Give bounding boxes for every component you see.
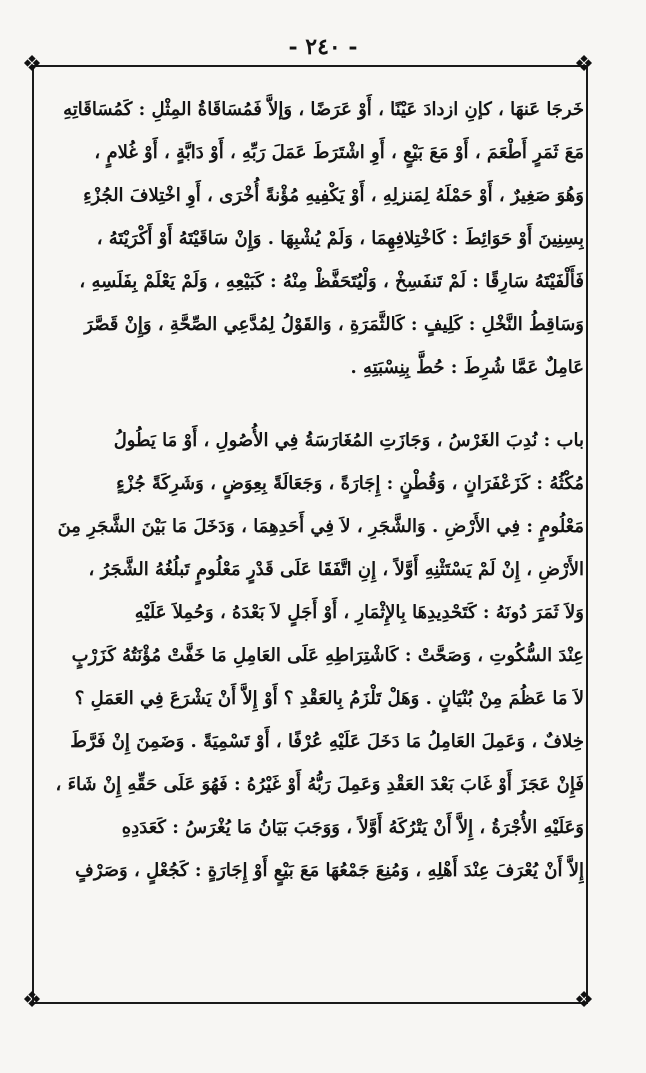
corner-ornament-icon: ❖ bbox=[22, 988, 42, 1013]
text-line: مُكْثُهُ : كَزَعْفَرَانٍ ، وَقُطْنٍ : إِجَارَةً ، وَجَعَالَةً بِعِوَضٍ ، وَشَرِكَةً جُزْءٍ bbox=[116, 473, 584, 494]
text-line: بِسِنِينَ أَوْ حَوَائِطَ : كَاخْتِلافِهِمَا ، وَلَمْ يُشْبِهَا . وَإِنْ سَاقَيْتَهُ أَوْ أَكْرَيْتَهُ ، bbox=[96, 228, 584, 249]
text-line: مَعْلُومٍ : فِي الأَرْضِ . وَالشَّجَرِ ، لاَ فِي أَحَدِهِمَا ، وَدَخَلَ مَا بَيْنَ الشَّجَرِ مِنَ bbox=[57, 516, 584, 537]
text-line: عَامِلٌ عَمَّا شُرِطَ : حُطَّ بِنِسْبَتِهِ . bbox=[350, 357, 584, 378]
text-line: باب : نُدِبَ الغَرْسُ ، وَجَازَتِ المُغَارَسَةُ فِي الأُصُولِ ، أَوْ مَا يَطُولُ bbox=[113, 430, 584, 451]
text-line: وَلاَ ثَمَرَ دُونَهُ : كَتَحْدِيدِهَا بِالإِثْمَارِ ، أَوْ أَجَلٍ لاَ بَعْدَهُ ، وَحُمِلاَ عَلَيْهِ bbox=[134, 602, 584, 623]
text-line: فَإِنْ عَجَزَ أَوْ غَابَ بَعْدَ العَقْدِ وَعَمِلَ رَبُّهُ أَوْ غَيْرُهُ : فَهُوَ عَلَى حَقِّهِ إِنْ شَاءَ ، bbox=[55, 774, 584, 795]
text-line: وَعَلَيْهِ الأُجْرَةُ ، إِلاَّ أَنْ يَتْرُكَهُ أَوَّلاً ، وَوَجَبَ بَيَانُ مَا يُغْرَسُ : كَعَدَدِهِ bbox=[121, 817, 584, 838]
text-line: الأَرْضِ ، إِنْ لَمْ يَسْتَثْنِهِ أَوَّلاً ، إِنِ اتَّفَقَا عَلَى قَدْرٍ مَعْلُومٍ تَبلُغُهُ الشَّجَرُ ، bbox=[88, 559, 584, 580]
text-line: وَسَاقِطُ النَّخْلِ : كَلِيفٍ : كَالثَّمَرَةِ ، وَالقَوْلُ لِمُدَّعِي الصِّحَّةِ ، وَإِنْ قَصَّرَ bbox=[84, 314, 584, 335]
corner-ornament-icon: ❖ bbox=[22, 52, 42, 77]
text-line: خَرجَا عَنهَا ، كإنِ ازدادَ عَيْنًا ، أَوْ عَرَضًا ، وَإلاَّ فَمُسَاقَاةُ المِثْلِ : كَمُسَاقَاتِهِ bbox=[63, 99, 584, 120]
text-line: إِلاَّ أَنْ يُعْرَفَ عِنْدَ أَهْلِهِ ، وَمُنِعَ جَمْعُهَا مَعَ بَيْعٍ أَوْ إِجَارَةٍ : كَجُعْلٍ ، وَصَرْفٍ bbox=[75, 860, 584, 881]
text-line: مَعَ ثَمَرٍ أَطْعَمَ ، أَوْ مَعَ بَيْعٍ ، أَوِ اشْتَرَطَ عَمَلَ رَبِّهِ ، أَوْ دَابَّةٍ ، أَوْ غُلامٍ ، bbox=[94, 142, 584, 163]
paragraph-1 bbox=[54, 88, 584, 389]
paragraph-gap bbox=[54, 389, 584, 419]
corner-ornament-icon: ❖ bbox=[574, 52, 594, 77]
text-line: خِلافٌ ، وَعَمِلَ العَامِلُ مَا دَخَلَ عَلَيْهِ عُرْفًا ، أَوْ تَسْمِيَةً . وَضَمِنَ إِنْ فَرَّطَ bbox=[70, 731, 584, 752]
paragraph-2 bbox=[54, 419, 584, 892]
text-line: لاَ مَا عَظُمَ مِنْ بُنْيَانٍ . وَهَلْ تَلْزَمُ بِالعَقْدِ ؟ أَوْ إِلاَّ أَنْ يَشْرَعَ فِي العَمَلِ ؟ bbox=[74, 688, 584, 709]
corner-ornament-icon: ❖ bbox=[574, 988, 594, 1013]
text-line: وَهُوَ صَغِيرٌ ، أَوْ حَمْلَهُ لِمَنزلِهِ ، أَوْ يَكْفِيهِ مُؤْنةً أُخْرَى ، أَوِ اخْتِلافَ الجُزْءِ bbox=[83, 185, 584, 206]
text-line: عِنْدَ السُّكُوتِ ، وَصَحَّتْ : كَاشْتِرَاطِهِ عَلَى العَامِلِ مَا خَفَّتْ مُؤْنَتُهُ كَزَرْبٍ bbox=[71, 645, 584, 666]
body-text bbox=[54, 88, 584, 892]
text-line: فَأَلْفَيْتَهُ سَارِقًا : لَمْ تَنفَسِخْ ، وَلْيُتَحَفَّظْ مِنْهُ : كَبَيْعِهِ ، وَلَمْ يَعْلَمْ بِفَلَسِهِ ، bbox=[79, 271, 584, 292]
page-number: - ٢٤٠ - bbox=[288, 34, 358, 60]
